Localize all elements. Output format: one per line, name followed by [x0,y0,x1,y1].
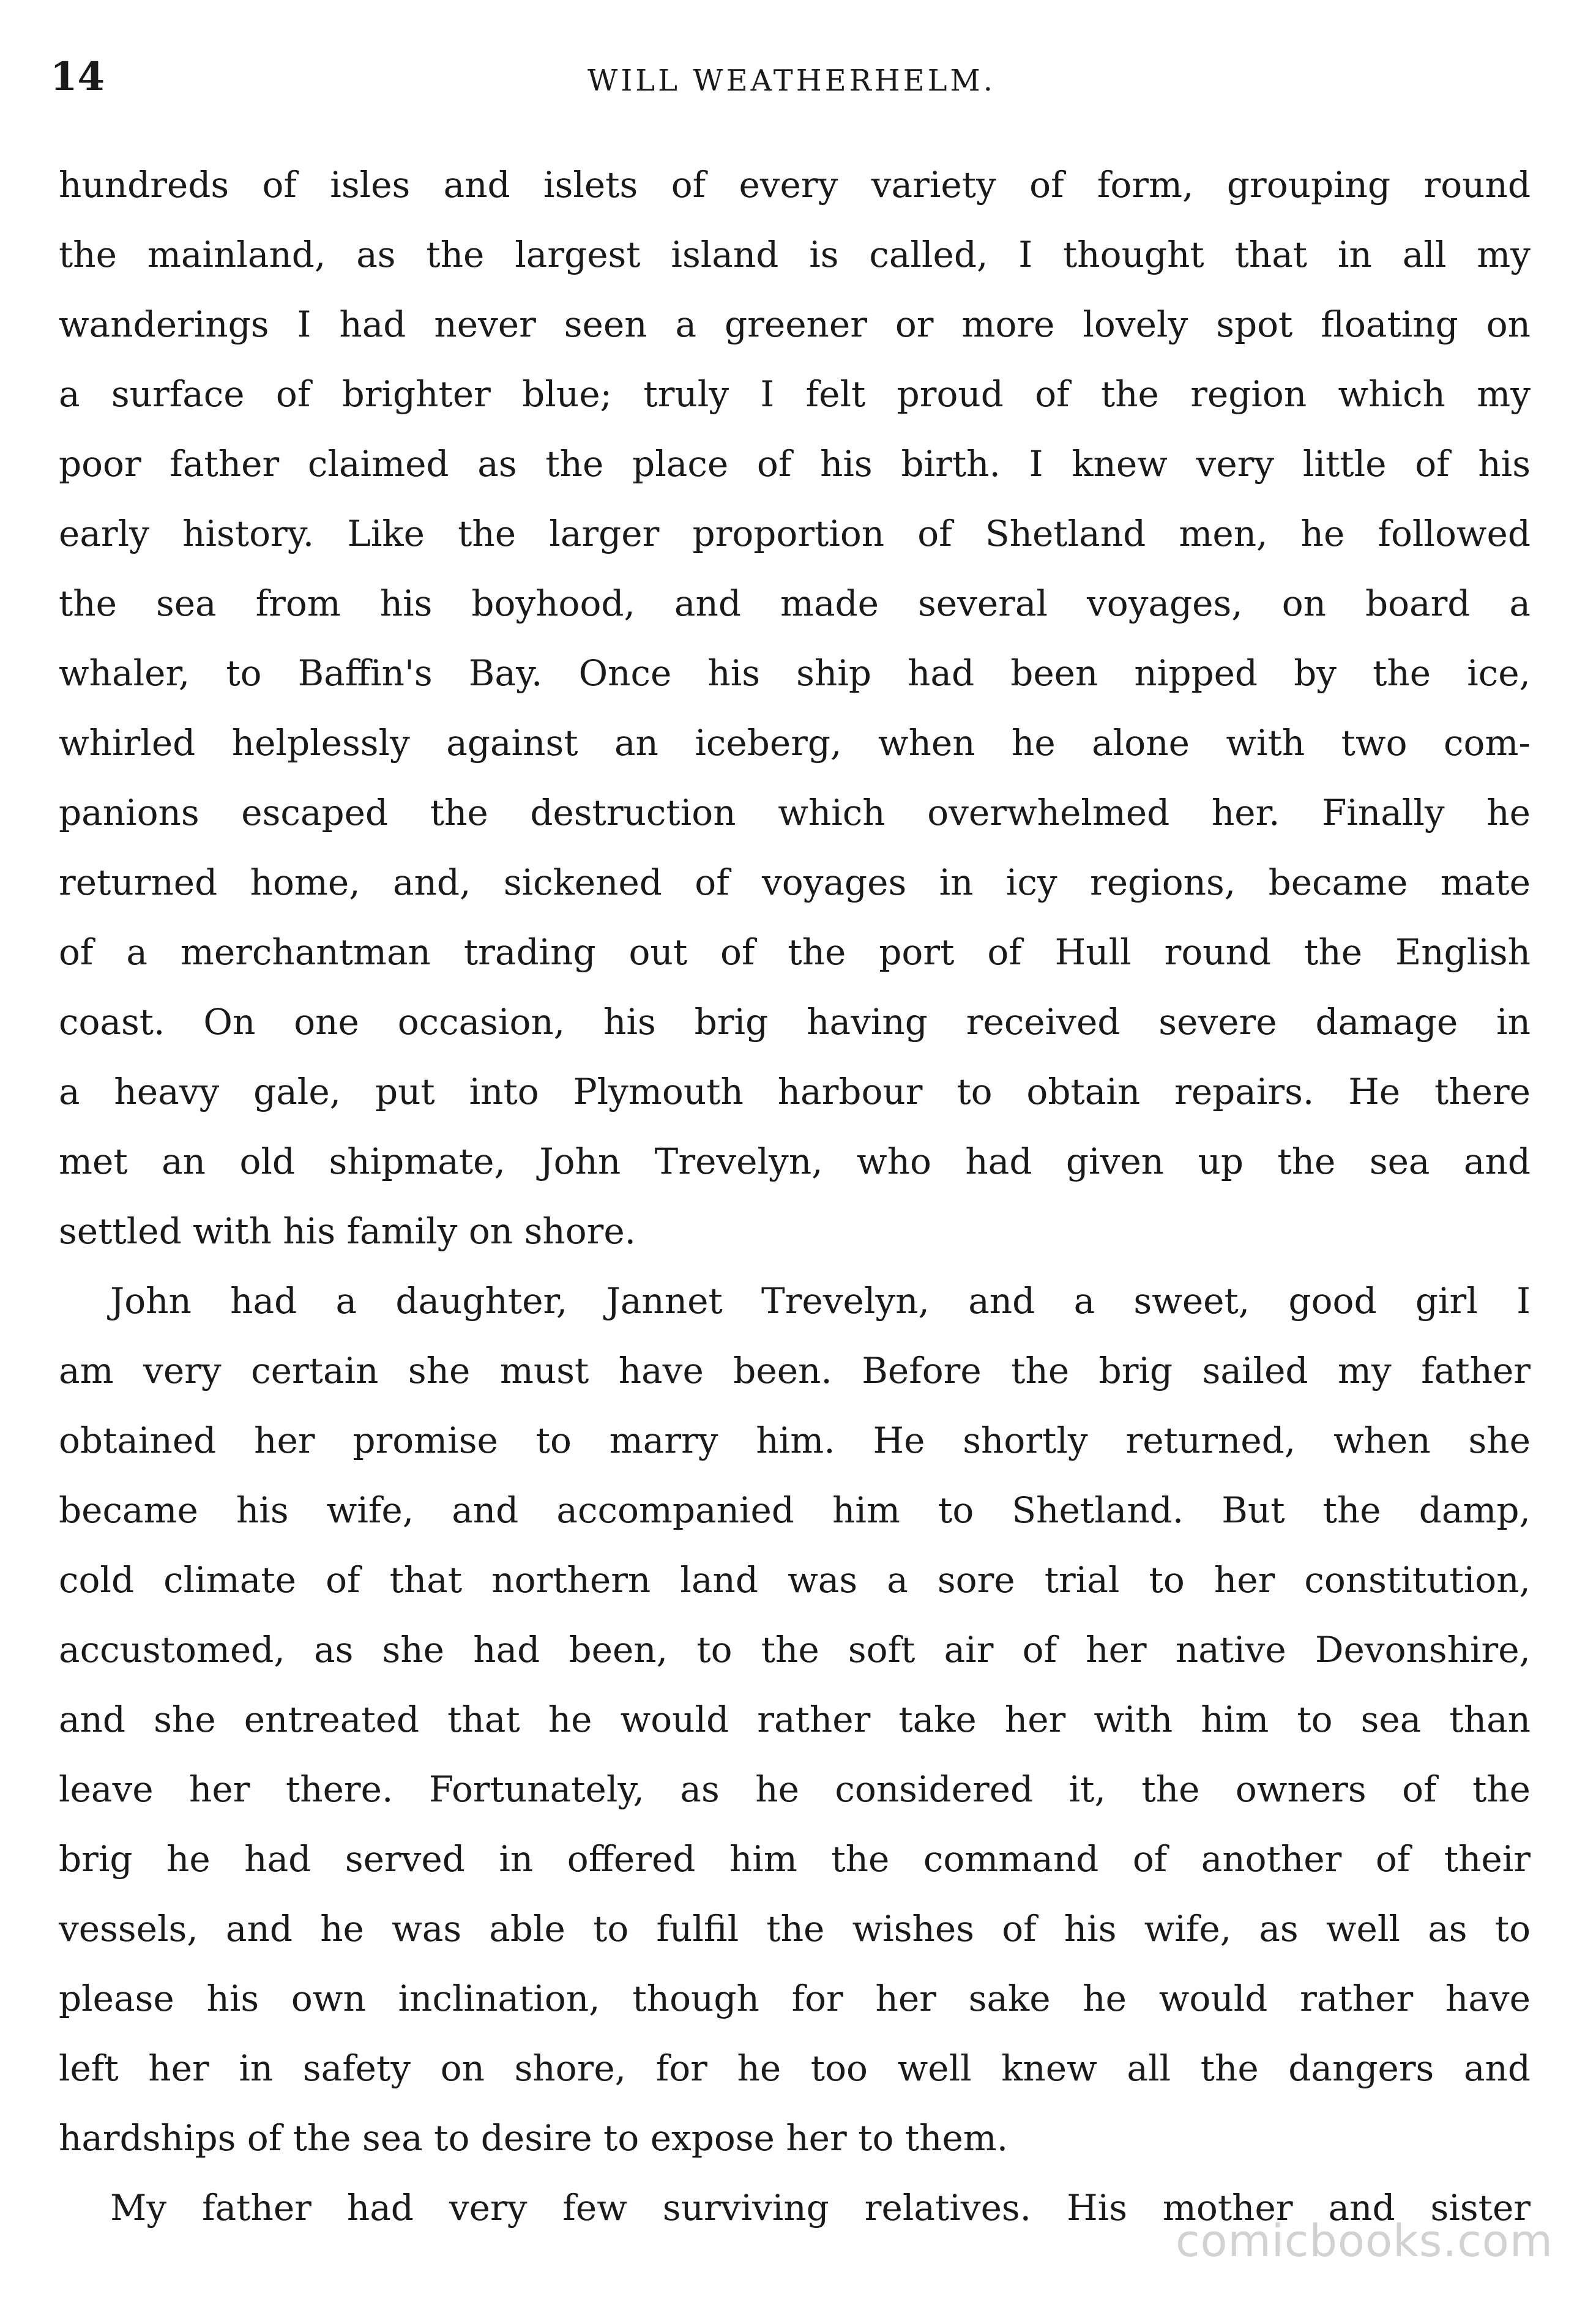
text-line: hundreds of isles and islets of every variety of form, grouping round [59,164,1531,206]
text-line: My father had very few surviving relatives. His mother and sister [110,2187,1531,2229]
page-number: 14 [50,54,105,100]
text-line: wanderings I had never seen a greener or more lovely spot floating on [59,304,1531,345]
paragraph [59,150,1531,1266]
text-line: please his own inclination, though for her sake he would rather have [59,1978,1531,2019]
text-line: a surface of brighter blue; truly I felt proud of the region which my [59,373,1531,415]
page-header [0,0,1596,122]
text-line: a heavy gale, put into Plymouth harbour to obtain repairs. He there [59,1071,1531,1112]
text-line: am very certain she must have been. Before the brig sailed my father [59,1350,1531,1391]
text-line: poor father claimed as the place of his birth. I knew very little of his [59,443,1531,485]
text-line: coast. On one occasion, his brig having received severe damage in [59,1001,1531,1043]
text-line: left her in safety on shore, for he too well knew all the dangers and [59,2047,1531,2089]
text-line: panions escaped the destruction which overwhelmed her. Finally he [59,792,1531,833]
text-line: returned home, and, sickened of voyages in icy regions, became mate [59,862,1531,903]
text-line: John had a daughter, Jannet Trevelyn, and a sweet, good girl I [110,1280,1531,1322]
text-line: leave her there. Fortunately, as he considered it, the owners of the [59,1768,1531,1810]
running-title: WILL WEATHERHELM. [587,64,996,98]
text-line: settled with his family on shore. [59,1210,636,1252]
paragraph [59,1266,1531,2173]
text-line: met an old shipmate, John Trevelyn, who had given up the sea and [59,1141,1531,1182]
text-line: early history. Like the larger proportion of Shetland men, he followed [59,513,1531,554]
text-line: the mainland, as the largest island is called, I thought that in all my [59,234,1531,275]
text-line: of a merchantman trading out of the port of Hull round the English [59,931,1531,973]
text-line: whaler, to Baffin's Bay. Once his ship had been nipped by the ice, [59,652,1531,694]
text-line: cold climate of that northern land was a sore trial to her constitution, [59,1559,1531,1601]
text-line: and she entreated that he would rather take her with him to sea than [59,1699,1531,1740]
text-line: obtained her promise to marry him. He shortly returned, when she [59,1420,1531,1461]
watermark: comicbooks.com [1175,2215,1553,2266]
text-line: whirled helplessly against an iceberg, when he alone with two com- [59,722,1531,764]
text-line: vessels, and he was able to fulfil the wishes of his wife, as well as to [59,1908,1531,1950]
text-line: accustomed, as she had been, to the soft air of her native Devonshire, [59,1629,1531,1671]
text-line: became his wife, and accompanied him to Shetland. But the damp, [59,1489,1531,1531]
text-line: the sea from his boyhood, and made several voyages, on board a [59,583,1531,624]
text-line: brig he had served in offered him the command of another of their [59,1838,1531,1880]
body-text [59,150,1531,2243]
text-line: hardships of the sea to desire to expose her to them. [59,2117,1009,2159]
